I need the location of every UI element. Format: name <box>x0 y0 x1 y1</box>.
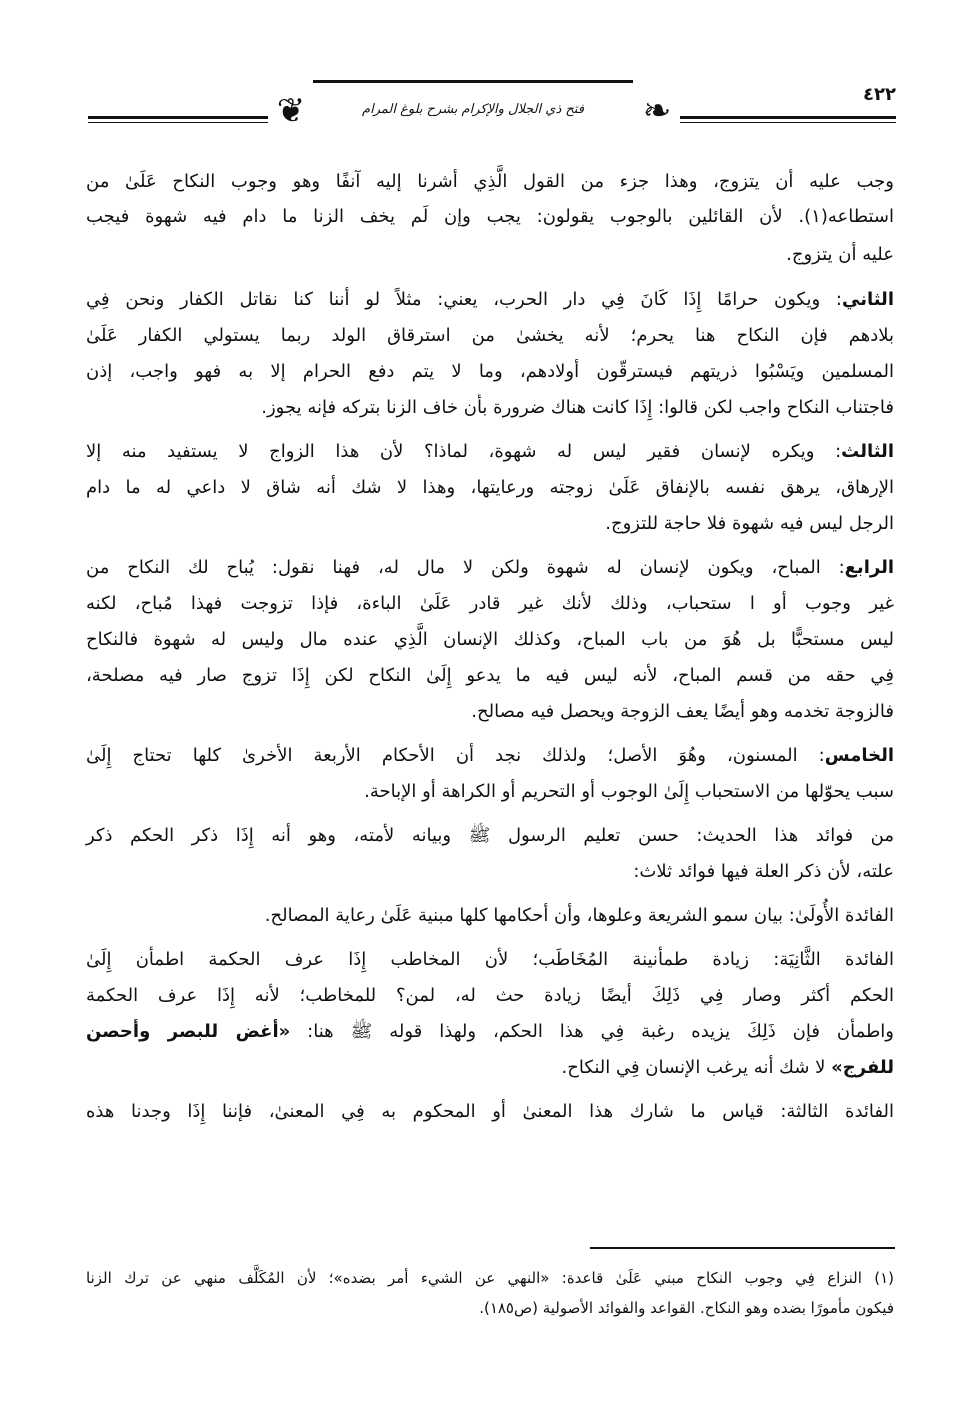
text-segment: غير وجوب أو ا ستحباب، وذلك لأنك غير قادر عَلَىٰ الباءة، فإذا تزوجت فهذا مُباح، لكنه <box>86 593 894 614</box>
text-line <box>86 554 894 582</box>
text-segment: الإرهاق، يرهق نفسه بالإنفاق عَلَىٰ زوجته ورعايتها، وهذا لا شك أنه شاق لا داعي له ما دام <box>86 477 894 498</box>
text-segment: الفائدة الثالثة: قياس ما شارك هذا المعنىٰ أو المحكوم به فِي المعنىٰ، فإننا إِذَا وجدنا هذه <box>86 1101 894 1122</box>
text-line <box>86 946 894 974</box>
header-rule-top <box>313 80 633 83</box>
text-segment: واطمأن فإن ذَلِكَ يزيده رغبة فِي هذا الحكم، ولهذا قوله ﷺ هنا: <box>290 1021 894 1042</box>
text-segment: فاجتناب النكاح واجب لكن قالوا: إِذَا كانت هناك ضرورة بأن خاف الزنا بتركه فإنه يجوز. <box>261 397 894 418</box>
text-segment: سبب يحوّلها من الاستحباب إِلَىٰ الوجوب أو التحريم أو الكراهة أو الإباحة. <box>364 781 894 802</box>
footnote-separator <box>590 1247 895 1249</box>
text-line <box>86 858 894 886</box>
text-segment: ليس مستحبًّا بل هُوَ من باب المباح، وكذلك الإنسان الَّذِي عنده مال وليس له شهوة فالنكاح <box>86 629 894 650</box>
text-segment: المسلمين ويَسْبُوا ذريتهم فيسترقّون أولادهم، وما لا يتم دفع الحرام إلا به فهو واجب، إذن <box>86 361 894 382</box>
text-segment: : المباح، ويكون لإنسان له شهوة ولكن لا مال له، فهنا نقول: يُباح لك النكاح من <box>86 557 845 578</box>
text-line <box>86 982 894 1010</box>
header-rule-right-thin <box>680 122 896 123</box>
bold-text: الخامس <box>824 745 894 766</box>
text-line <box>86 698 894 726</box>
text-line <box>86 662 894 690</box>
ornament-icon: ❧ <box>642 91 672 131</box>
text-line <box>86 168 894 196</box>
text-line <box>86 626 894 654</box>
bold-text: الثاني <box>841 289 894 310</box>
footnote-line <box>86 1266 894 1290</box>
header-rule-right <box>680 116 896 119</box>
text-line <box>86 358 894 386</box>
text-line <box>86 203 894 231</box>
bold-text: الثالث <box>841 441 894 462</box>
text-segment: : ويكون حرامًا إِذَا كَانَ فِي دار الحرب، يعني: مثلاً لو أننا كنا نقاتل الكفار ونحن فِي <box>86 289 842 310</box>
page-header <box>88 80 896 140</box>
text-segment: استطاعه(١). لأن القائلين بالوجوب يقولون: يجب وإن لَم يخف الزنا ما دام فيه شهوة فيجب <box>86 206 894 227</box>
text-segment: عليه أن يتزوج. <box>786 244 894 265</box>
text-segment: فِي حقه من قسم المباح، لأنه ليس فيه ما يدعو إِلَىٰ النكاح لكن إِذَا تزوج صار فيه مصلحة، <box>86 665 894 686</box>
text-line <box>86 1098 894 1126</box>
text-segment: الفائدة الأُولَىٰ: بيان سمو الشريعة وعلوها، وأن أحكامها كلها مبنية عَلَىٰ رعاية المصالح. <box>264 905 894 926</box>
text-line <box>86 394 894 422</box>
bold-text: للفرج» <box>831 1057 894 1078</box>
text-segment: من فوائد هذا الحديث: حسن تعليم الرسول ﷺ وبيانه لأمته، وهو أنه إِذَا ذكر الحكم ذكر <box>86 825 894 846</box>
text-segment: الفائدة الثَّانِيَة: زيادة طمأنينة المُخَاطَب؛ لأن المخاطب إِذَا عرف الحكمة اطمأن إِلَىٰ <box>86 949 894 970</box>
text-segment: الرجل ليس فيه شهوة فلا حاجة للتزوج. <box>605 513 894 534</box>
text-segment: : ويكره لإنسان فقير ليس له شهوة، لماذا؟ لأن هذا الزواج لا يستفيد منه إلا <box>86 441 842 462</box>
text-segment: علته، لأن ذكر العلة فيها فوائد ثلاث: <box>633 861 894 882</box>
text-line <box>86 510 894 538</box>
text-segment: فيكون مأمورًا بضده وهو النكاح. القواعد والفوائد الأصولية (ص١٨٥). <box>479 1299 894 1317</box>
text-line <box>86 322 894 350</box>
text-line <box>86 241 894 269</box>
text-line <box>86 902 894 930</box>
ornament-icon: ❦ <box>276 91 306 131</box>
bold-text: الرابع <box>844 557 894 578</box>
page-number: ٤٢٢ <box>863 84 896 105</box>
text-line <box>86 822 894 850</box>
text-line <box>86 1018 894 1046</box>
running-title: فتح ذي الجلال والإكرام بشرح بلوغ المرام <box>362 102 584 117</box>
text-segment: لا شك أنه يرغب الإنسان فِي النكاح. <box>561 1057 832 1078</box>
bold-text: «أغض للبصر وأحصن <box>86 1021 291 1042</box>
header-rule-left <box>88 116 268 119</box>
text-segment: : المسنون، وهُوَ الأصل؛ ولذلك نجد أن الأحكام الأربعة الأخرىٰ كلها تحتاج إِلَىٰ <box>86 745 825 766</box>
text-segment: (١) النزاع فِي وجوب النكاح مبني عَلَىٰ قاعدة: «النهي عن الشيء أمر بضده»؛ لأن المُكَلَّف منهي عن ترك الزنا <box>86 1269 894 1287</box>
text-line <box>86 1054 894 1082</box>
text-line <box>86 474 894 502</box>
text-line <box>86 438 894 466</box>
text-segment: بلادهم فإن النكاح هنا يحرم؛ لأنه يخشىٰ من استرقاق الولد ربما يستولي الكفار عَلَىٰ <box>86 325 894 346</box>
text-line <box>86 286 894 314</box>
text-segment: الحكم أكثر وصار فِي ذَلِكَ أيضًا زيادة حث له، لمن؟ للمخاطب؛ لأنه إِذَا عرف الحكمة <box>86 985 894 1006</box>
text-line <box>86 742 894 770</box>
text-line <box>86 590 894 618</box>
text-line <box>86 778 894 806</box>
text-segment: وجب عليه أن يتزوج، وهذا جزء من القول الَّذِي أشرنا إليه آنفًا وهو وجوب النكاح عَلَىٰ من <box>86 171 894 192</box>
footnote-line <box>86 1296 894 1320</box>
text-segment: فالزوجة تخدمه وهو أيضًا يعف الزوجة ويحصل فيه مصالح. <box>471 701 894 722</box>
header-rule-left-thin <box>88 122 268 123</box>
